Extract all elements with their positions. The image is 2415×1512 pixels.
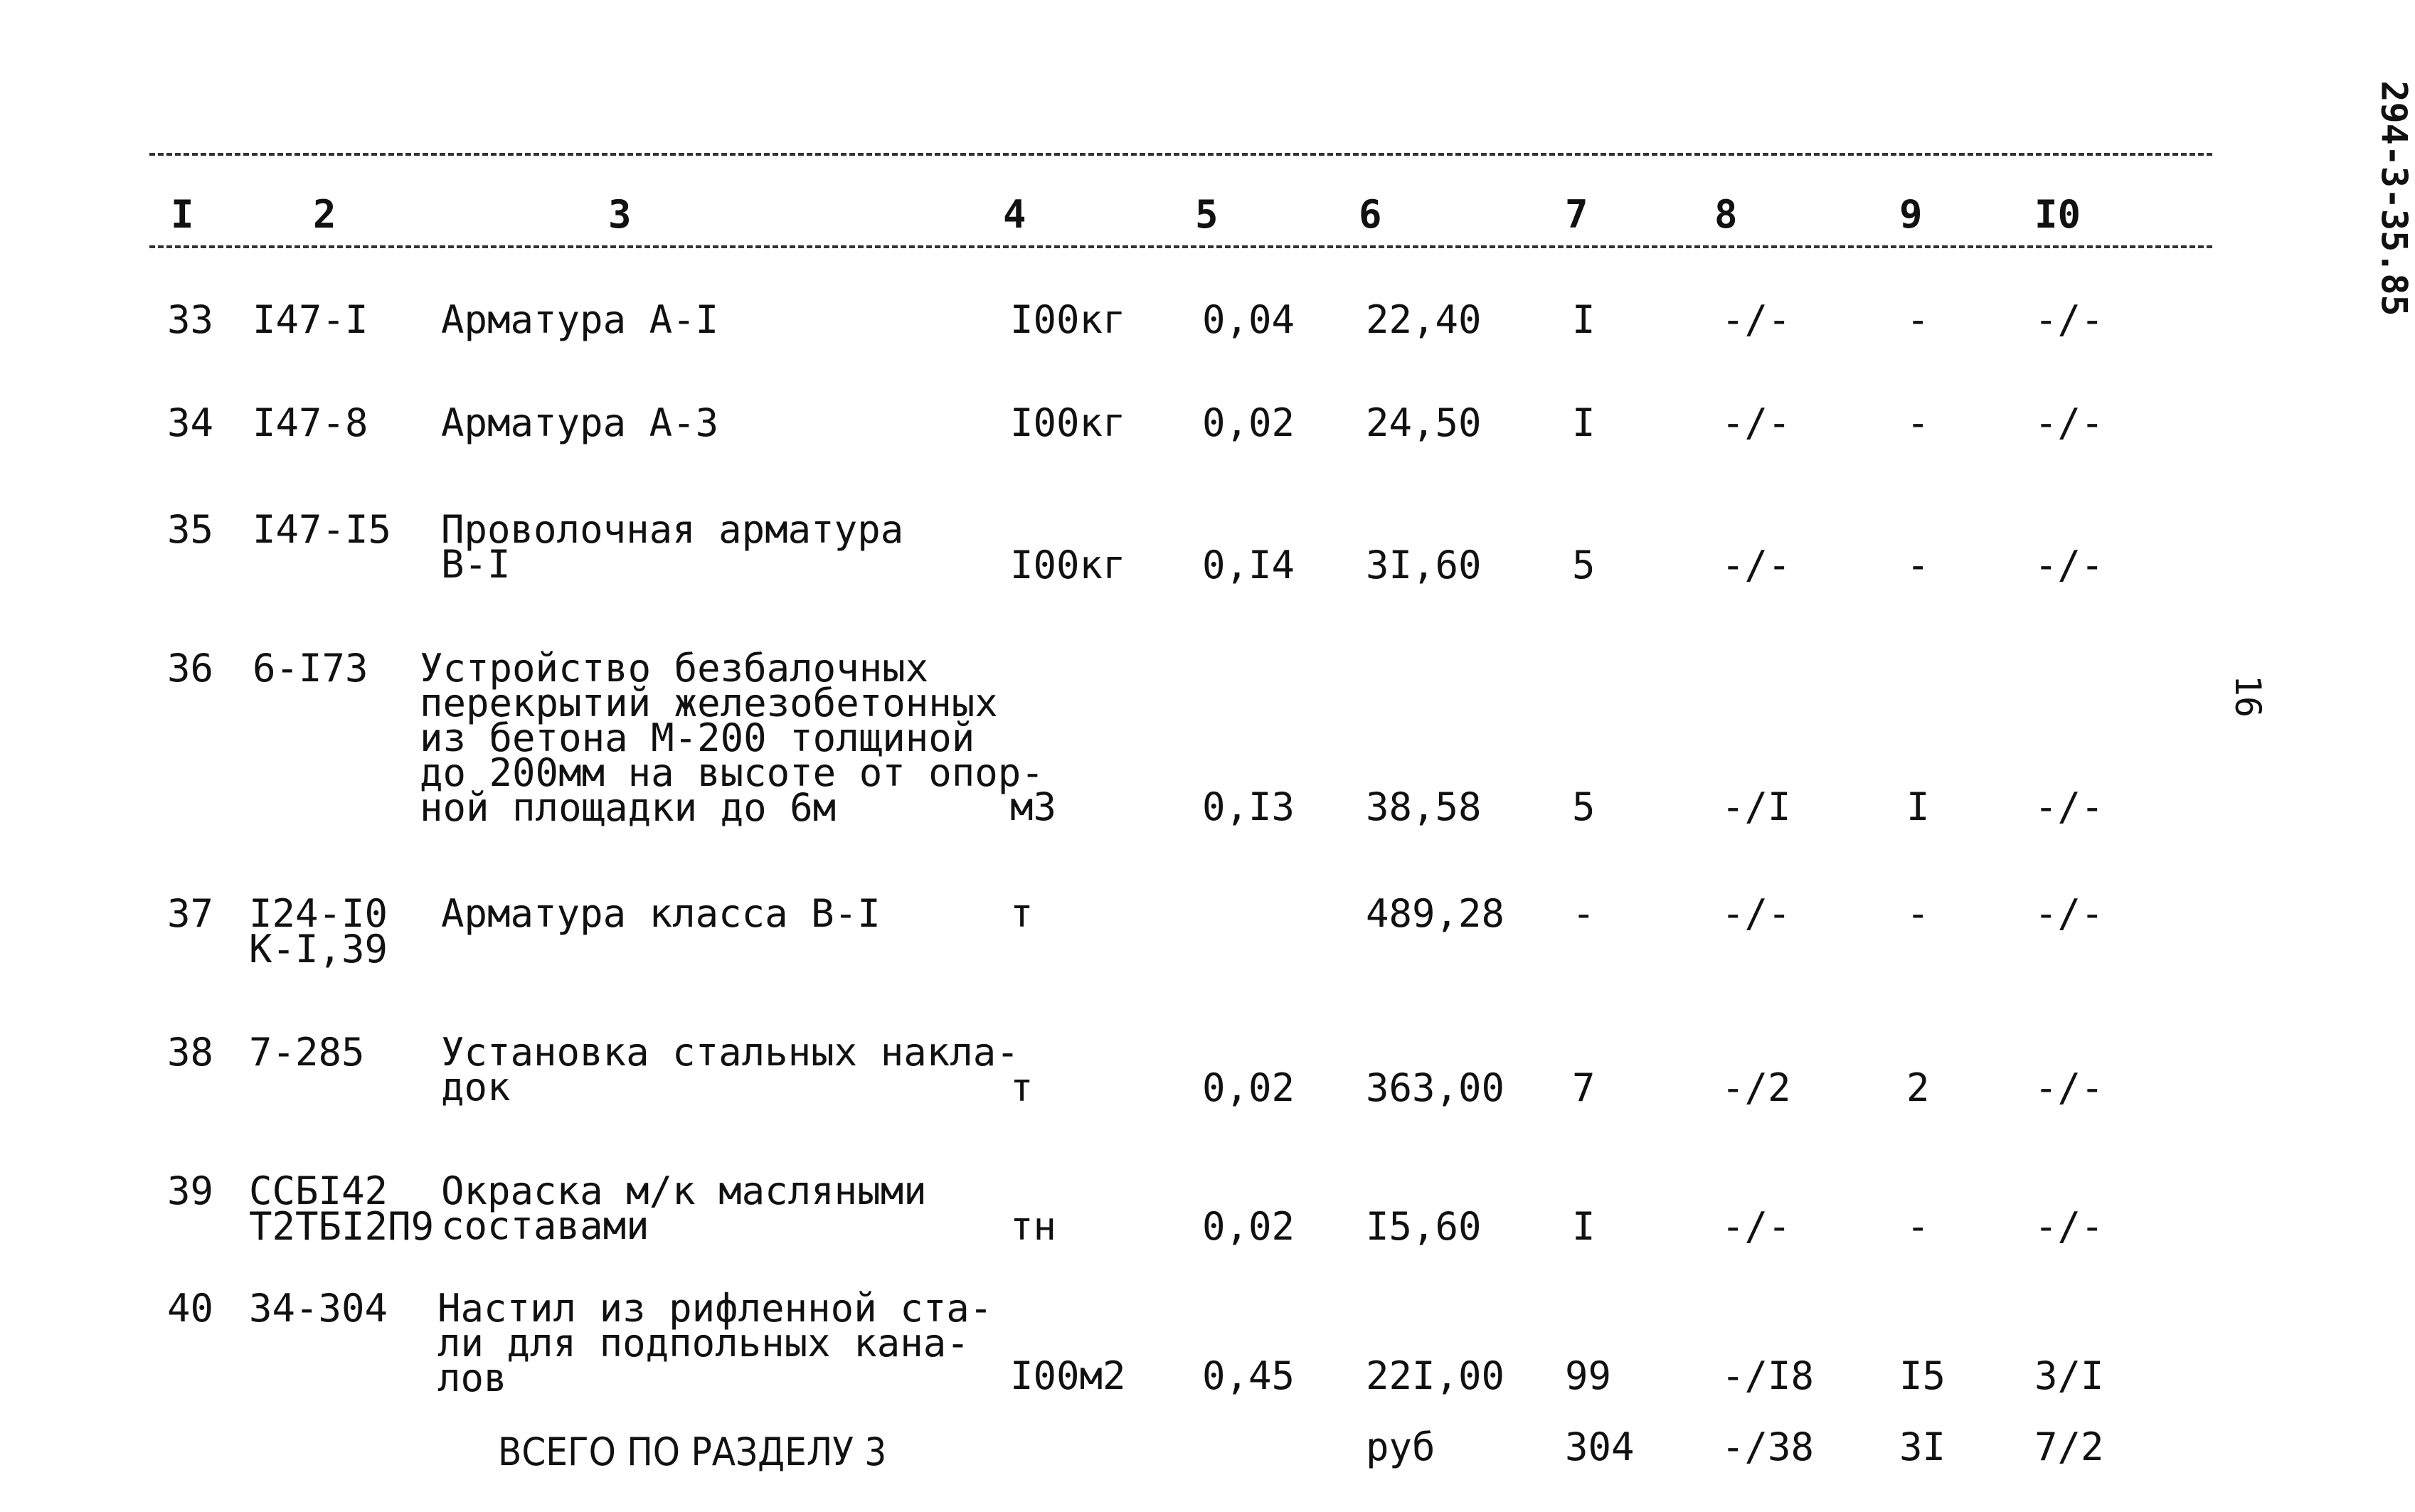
- col8-value: -/I: [1721, 784, 1791, 829]
- col8-value: -/-: [1721, 891, 1791, 936]
- unit: м3: [1010, 784, 1057, 829]
- col7-value: I: [1572, 400, 1596, 445]
- row-number: 40: [167, 1286, 214, 1331]
- col10-value: 3/I: [2034, 1353, 2104, 1398]
- col7-value: 99: [1565, 1353, 1612, 1398]
- col8-value: -/-: [1721, 297, 1791, 342]
- col10-value: -/-: [2034, 543, 2104, 587]
- unit-price: I5,60: [1366, 1204, 1482, 1249]
- column-header: 9: [1899, 192, 1923, 237]
- column-header: 6: [1359, 192, 1382, 237]
- col10-value: -/-: [2034, 891, 2104, 936]
- col7-value: 5: [1572, 784, 1596, 829]
- col9-value: -: [1906, 891, 1930, 936]
- col8-value: -/-: [1721, 1204, 1791, 1249]
- column-header: 2: [313, 192, 336, 237]
- top-rule: [149, 153, 2212, 156]
- norm-code: 34-304: [249, 1286, 388, 1331]
- col8-value: -/-: [1721, 400, 1791, 445]
- column-header: I0: [2034, 192, 2081, 237]
- col7-value: -: [1572, 891, 1596, 936]
- col7-value: I: [1572, 1204, 1596, 1249]
- unit-price: 489,28: [1366, 891, 1505, 936]
- col7-value: I: [1572, 297, 1596, 342]
- document-code: 294-3-35.85: [2373, 80, 2415, 316]
- col9-value: -: [1906, 400, 1930, 445]
- col8-value: -/-: [1721, 543, 1791, 587]
- quantity: 0,I4: [1202, 543, 1295, 587]
- row-number: 38: [167, 1030, 214, 1075]
- norm-code: ССБI42 Т2ТБI2П9: [249, 1168, 435, 1249]
- work-description: Окраска м/к масляными составами: [441, 1168, 927, 1248]
- norm-code: I47-I: [253, 297, 368, 342]
- col8-value: -/2: [1721, 1065, 1791, 1110]
- column-header: 5: [1195, 192, 1219, 237]
- row-number: 35: [167, 507, 214, 552]
- quantity: 0,I3: [1202, 784, 1295, 829]
- col10-value: -/-: [2034, 1065, 2104, 1110]
- total-col9: 3I: [1899, 1425, 1946, 1469]
- quantity: 0,02: [1202, 400, 1295, 445]
- norm-code: 7-285: [249, 1030, 365, 1075]
- row-number: 34: [167, 400, 214, 445]
- work-description: Арматура А-3: [441, 400, 719, 445]
- work-description: Настил из рифленной ста- ли для подпольных кана- лов: [437, 1286, 993, 1400]
- unit: т: [1010, 1065, 1034, 1110]
- row-number: 37: [167, 891, 214, 936]
- col7-value: 5: [1572, 543, 1596, 587]
- unit-price: 22I,00: [1366, 1353, 1505, 1398]
- work-description: Арматура класса В-I: [441, 891, 881, 936]
- col8-value: -/I8: [1721, 1353, 1815, 1398]
- total-unit: руб: [1366, 1425, 1435, 1469]
- total-col7: 304: [1565, 1425, 1635, 1469]
- col10-value: -/-: [2034, 1204, 2104, 1249]
- unit: тн: [1010, 1204, 1057, 1249]
- column-header: 8: [1714, 192, 1738, 237]
- col9-value: -: [1906, 297, 1930, 342]
- col9-value: I5: [1899, 1353, 1946, 1398]
- column-header: 3: [608, 192, 632, 237]
- header-rule: [149, 245, 2212, 248]
- work-description: Установка стальных накла- док: [441, 1030, 1019, 1109]
- col10-value: -/-: [2034, 297, 2104, 342]
- unit-price: 22,40: [1366, 297, 1482, 342]
- column-header: I: [171, 192, 194, 237]
- unit: I00кг: [1010, 400, 1126, 445]
- quantity: 0,04: [1202, 297, 1295, 342]
- total-label: ВСЕГО ПО РАЗДЕЛУ 3: [498, 1430, 887, 1474]
- col9-value: -: [1906, 543, 1930, 587]
- unit-price: 3I,60: [1366, 543, 1482, 587]
- work-description: Устройство безбалочных перекрытий железобетонных из бетона М-200 толщиной до 200мм на высоте от опор- ной площадки до 6м: [420, 646, 1044, 830]
- column-header: 4: [1003, 192, 1026, 237]
- norm-code: I24-I0 К-I,39: [249, 891, 388, 971]
- col10-value: -/-: [2034, 400, 2104, 445]
- col9-value: 2: [1906, 1065, 1930, 1110]
- col9-value: -: [1906, 1204, 1930, 1249]
- col9-value: I: [1906, 784, 1930, 829]
- work-description: Арматура А-I: [441, 297, 719, 342]
- total-col10: 7/2: [2034, 1425, 2104, 1469]
- unit-price: 363,00: [1366, 1065, 1505, 1110]
- unit: I00м2: [1010, 1353, 1126, 1398]
- quantity: 0,02: [1202, 1204, 1295, 1249]
- unit-price: 24,50: [1366, 400, 1482, 445]
- norm-code: I47-I5: [253, 507, 392, 552]
- unit: I00кг: [1010, 297, 1126, 342]
- norm-code: I47-8: [253, 400, 368, 445]
- row-number: 39: [167, 1168, 214, 1213]
- column-header: 7: [1565, 192, 1588, 237]
- unit-price: 38,58: [1366, 784, 1482, 829]
- page-number: 16: [2227, 674, 2269, 718]
- norm-code: 6-I73: [253, 646, 368, 691]
- quantity: 0,45: [1202, 1353, 1295, 1398]
- unit: I00кг: [1010, 543, 1126, 587]
- row-number: 36: [167, 646, 214, 691]
- col7-value: 7: [1572, 1065, 1596, 1110]
- work-description: Проволочная арматура В-I: [441, 507, 904, 587]
- unit: т: [1010, 891, 1034, 936]
- col10-value: -/-: [2034, 784, 2104, 829]
- quantity: 0,02: [1202, 1065, 1295, 1110]
- total-col8: -/38: [1721, 1425, 1815, 1469]
- row-number: 33: [167, 297, 214, 342]
